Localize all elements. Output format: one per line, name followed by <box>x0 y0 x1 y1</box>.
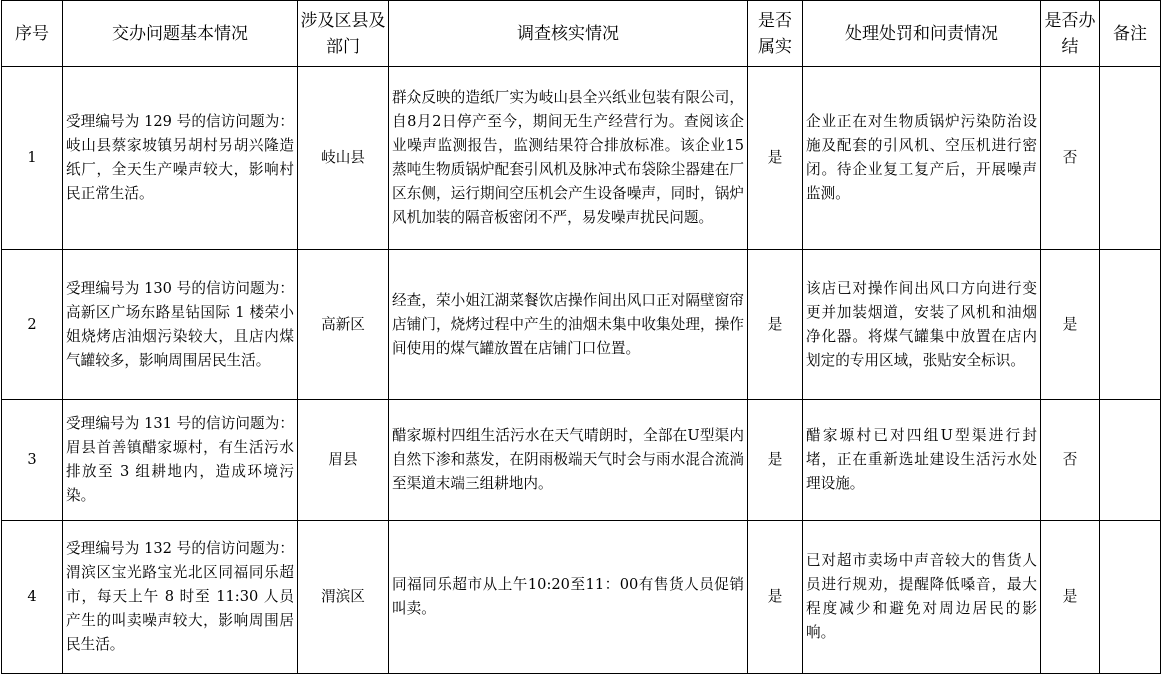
header-investigation: 调查核实情况 <box>389 1 748 67</box>
cell-remarks <box>1100 67 1161 250</box>
cell-closed: 否 <box>1041 67 1100 250</box>
cell-issue: 受理编号为 129 号的信访问题为：岐山县蔡家坡镇另胡村另胡兴隆造纸厂，全天生产噪声较大，影响村民正常生活。 <box>63 67 298 250</box>
cell-district: 高新区 <box>298 250 389 400</box>
header-remarks: 备注 <box>1100 1 1161 67</box>
header-district: 涉及区县及部门 <box>298 1 389 67</box>
header-issue: 交办问题基本情况 <box>63 1 298 67</box>
table-row <box>2 250 1161 400</box>
cell-closed: 否 <box>1041 400 1100 521</box>
cell-investigation: 经查，荣小姐江湖菜餐饮店操作间出风口正对隔壁窗帘店铺门，烧烤过程中产生的油烟未集中收集处理，操作间使用的煤气罐放置在店铺门口位置。 <box>389 250 748 400</box>
cell-handling: 企业正在对生物质锅炉污染防治设施及配套的引风机、空压机进行密闭。待企业复工复产后，开展噪声监测。 <box>803 67 1041 250</box>
cell-remarks <box>1100 400 1161 521</box>
cell-district: 眉县 <box>298 400 389 521</box>
cell-issue: 受理编号为 131 号的信访问题为：眉县首善镇醋家塬村，有生活污水排放至 3 组耕地内，造成环境污染。 <box>63 400 298 521</box>
cell-remarks <box>1100 250 1161 400</box>
cell-seq: 3 <box>2 400 63 521</box>
table-row <box>2 400 1161 521</box>
cell-verified: 是 <box>748 250 803 400</box>
header-seq: 序号 <box>2 1 63 67</box>
cell-investigation: 同福同乐超市从上午10:20至11：00有售货人员促销叫卖。 <box>389 521 748 674</box>
cell-issue: 受理编号为 130 号的信访问题为：高新区广场东路星钻国际 1 楼荣小姐烧烤店油烟污染较大，且店内煤气罐较多，影响周围居民生活。 <box>63 250 298 400</box>
cell-verified: 是 <box>748 521 803 674</box>
cell-investigation: 醋家塬村四组生活污水在天气晴朗时，全部在U型渠内自然下渗和蒸发，在阴雨极端天气时会与雨水混合流淌至渠道末端三组耕地内。 <box>389 400 748 521</box>
petition-table <box>1 0 1161 674</box>
header-row <box>2 1 1161 67</box>
cell-handling: 醋家塬村已对四组U型渠进行封堵，正在重新选址建设生活污水处理设施。 <box>803 400 1041 521</box>
table-row <box>2 67 1161 250</box>
cell-handling: 已对超市卖场中声音较大的售货人员进行规劝，提醒降低嗓音，最大程度减少和避免对周边居民的影响。 <box>803 521 1041 674</box>
cell-investigation: 群众反映的造纸厂实为岐山县全兴纸业包装有限公司，自8月2日停产至今，期间无生产经营行为。查阅该企业噪声监测报告，监测结果符合排放标准。该企业15蒸吨生物质锅炉配套引风机及脉冲式布袋除尘器建在厂区东侧，运行期间空压机会产生设备噪声，同时，锅炉风机加装的隔音板密闭不严，易发噪声扰民问题。 <box>389 67 748 250</box>
cell-seq: 4 <box>2 521 63 674</box>
header-closed: 是否办结 <box>1041 1 1100 67</box>
cell-verified: 是 <box>748 67 803 250</box>
cell-remarks <box>1100 521 1161 674</box>
cell-closed: 是 <box>1041 250 1100 400</box>
cell-seq: 1 <box>2 67 63 250</box>
cell-district: 岐山县 <box>298 67 389 250</box>
cell-closed: 是 <box>1041 521 1100 674</box>
cell-verified: 是 <box>748 400 803 521</box>
header-verified: 是否属实 <box>748 1 803 67</box>
cell-seq: 2 <box>2 250 63 400</box>
cell-issue: 受理编号为 132 号的信访问题为：渭滨区宝光路宝光北区同福同乐超市，每天上午 8 时至 11:30 人员产生的叫卖噪声较大，影响周围居民生活。 <box>63 521 298 674</box>
cell-handling: 该店已对操作间出风口方向进行变更并加装烟道，安装了风机和油烟净化器。将煤气罐集中放置在店内划定的专用区域，张贴安全标识。 <box>803 250 1041 400</box>
cell-district: 渭滨区 <box>298 521 389 674</box>
table-row <box>2 521 1161 674</box>
header-handling: 处理处罚和问责情况 <box>803 1 1041 67</box>
